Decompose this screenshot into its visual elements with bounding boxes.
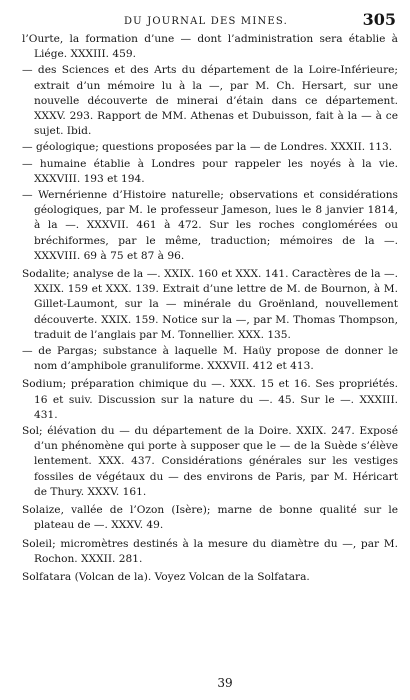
running-head: DU JOURNAL DES MINES. xyxy=(123,16,289,27)
index-entry: — des Sciences et des Arts du département de la Loire-Inférieure; extrait d’un mémoire lu à la —, par M. Ch. Hersart, sur une nouvelle découverte de minerai d’étain dans ce département. XXXV. 293. Rapport de MM. Athenas et Dubuisson, fait à la — à ce sujet. Ibid. xyxy=(22,64,398,138)
index-entry: Solaize, vallée de l’Ozon (Isère); marne de bonne qualité sur le plateau de —. XXXV. 49. xyxy=(22,504,398,532)
index-entry: Solfatara (Volcan de la). Voyez Volcan de la Solfatara. xyxy=(22,570,310,583)
index-entry: Soleil; micromètres destinés à la mesure du diamètre du —, par M. Rochon. XXXII. 281. xyxy=(22,537,398,565)
index-entries xyxy=(22,32,398,586)
index-entry: Sodium; préparation chimique du —. XXX. 15 et 16. Ses propriétés. 16 et suiv. Discussion sur la nature du —. 45. Sur le —. XXXIII. 431. xyxy=(22,378,398,421)
index-entry: l’Ourte, la formation d’une — dont l’administration sera établie à Liége. XXXIII. 459. xyxy=(22,33,398,61)
index-entry: — Wernérienne d’Histoire naturelle; observations et considérations géologiques, par M. le professeur Jameson, lues le 8 janvier 1814, à la —. XXXVII. 461 à 472. Sur les roches conglomérées ou bréchiformes, par le même, traduction; mémoires de la —. XXXVIII. 69 à 75 et 87 à 96. xyxy=(22,189,398,262)
signature-mark xyxy=(0,676,410,690)
index-entry: — géologique; questions proposées par la — de Londres. XXXII. 113. xyxy=(22,141,393,154)
page-header xyxy=(16,8,396,30)
index-entry: Sol; élévation du — du département de la Doire. XXIX. 247. Exposé d’un phénomène qui porte à supposer que le — de la Suède s’élève lentement. XXX. 437. Considérations générales sur les vestiges fossiles de végétaux du — des environs de Paris, par M. Héricart de Thury. XXXV. 161. xyxy=(22,425,398,498)
signature-number: 39 xyxy=(217,676,233,690)
page-number: 305 xyxy=(362,10,396,29)
index-entry: Sodalite; analyse de la —. XXIX. 160 et XXX. 141. Caractères de la —. XXIX. 159 et XXX. 139. Extrait d’une lettre de M. de Bournon, à M. Gillet-Laumont, sur la — minérale du Groënland, nouvellement découverte. XXIX. 159. Notice sur la —, par M. Thomas Thompson, traduit de l’anglais par M. Tonnellier. XXX. 135. xyxy=(22,268,398,341)
index-entry: — de Pargas; substance à laquelle M. Haüy propose de donner le nom d’amphibole granuliforme. XXXVII. 412 et 413. xyxy=(22,345,398,373)
index-entry: — humaine établie à Londres pour rappeler les noyés à la vie. XXXVIII. 193 et 194. xyxy=(22,157,398,185)
